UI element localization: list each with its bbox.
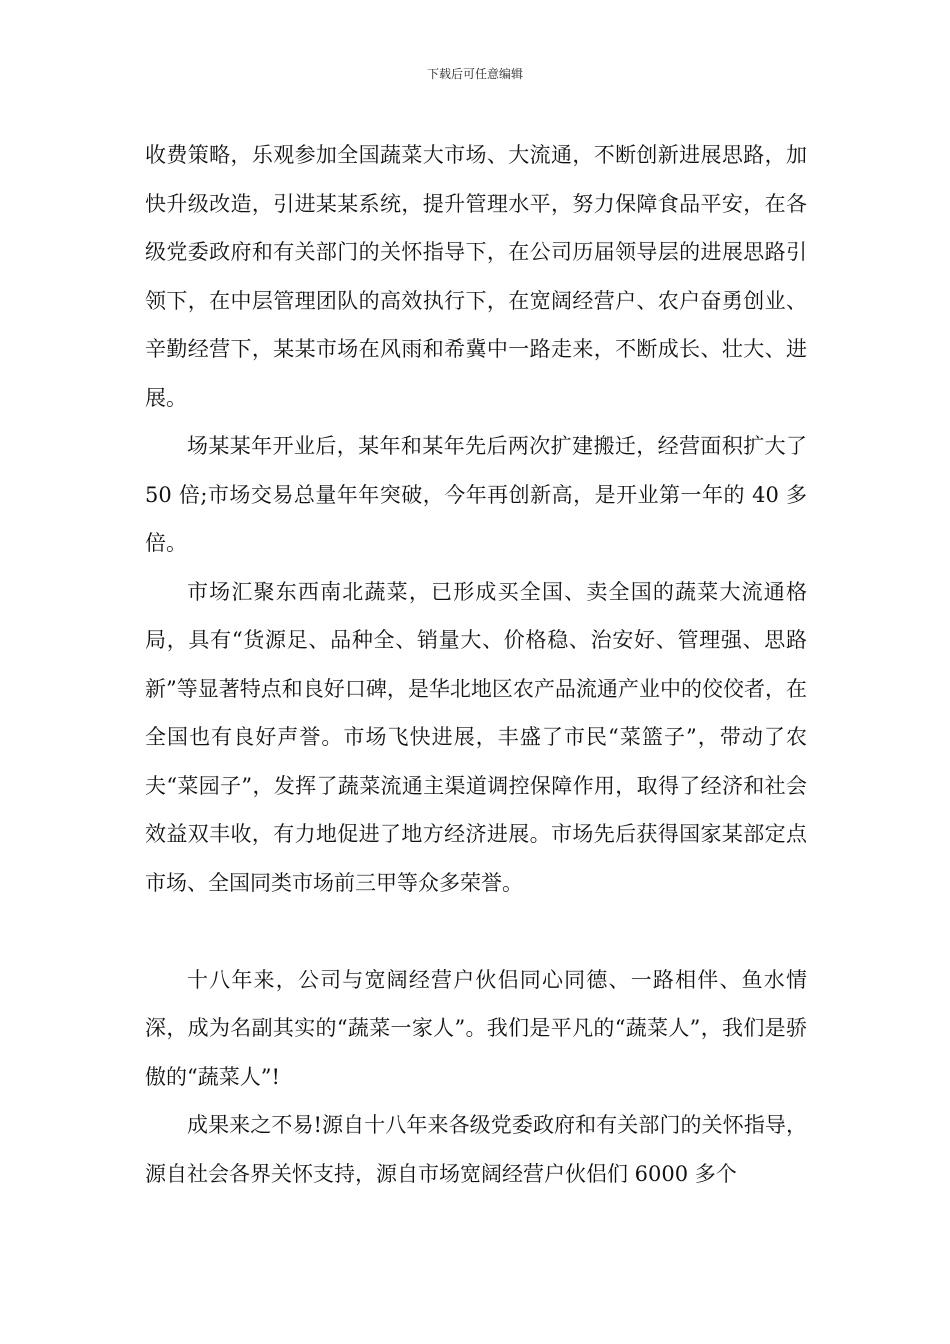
paragraph-3: 市场汇聚东西南北蔬菜，已形成买全国、卖全国的蔬菜大流通格局，具有“货源足、品种全、销量大、价格稳、治安好、管理强、思路新”等显著特点和良好口碑，是华北地区农产品流通产业中的佼佼者，在全国也有良好声誉。市场飞快进展，丰盛了市民“菜篮子”，带动了农夫“菜园子”，发挥了蔬菜流通主渠道调控保障作用，取得了经济和社会效益双丰收，有力地促进了地方经济进展。市场先后获得国家某部定点市场、全国同类市场前三甲等众多荣誉。 (145, 579, 807, 895)
paragraph-2: 场某某年开业后，某年和某年先后两次扩建搬迁，经营面积扩大了 50 倍;市场交易总量年年突破，今年再创新高，是开业第一年的 40 多倍。 (145, 434, 807, 555)
paragraph-gap (145, 907, 807, 956)
paragraph-5: 成果来之不易!源自十八年来各级党委政府和有关部门的关怀指导，源自社会各界关怀支持，源自市场宽阔经营户伙侣们 6000 多个 (145, 1113, 807, 1186)
paragraph-4: 十八年来，公司与宽阔经营户伙侣同心同德、一路相伴、鱼水情深，成为名副其实的“蔬菜一家人”。我们是平凡的“蔬菜人”，我们是骄傲的“蔬菜人”! (145, 967, 807, 1089)
document-body (145, 131, 807, 1198)
paragraph-1: 收费策略，乐观参加全国蔬菜大市场、大流通，不断创新进展思路，加快升级改造，引进某某系统，提升管理水平，努力保障食品平安，在各级党委政府和有关部门的关怀指导下，在公司历届领导层的进展思路引领下，在中层管理团队的高效执行下，在宽阔经营户、农户奋勇创业、辛勤经营下，某某市场在风雨和希冀中一路走来，不断成长、壮大、进展。 (145, 143, 807, 410)
page-header-note: 下载后可任意编辑 (426, 67, 523, 81)
